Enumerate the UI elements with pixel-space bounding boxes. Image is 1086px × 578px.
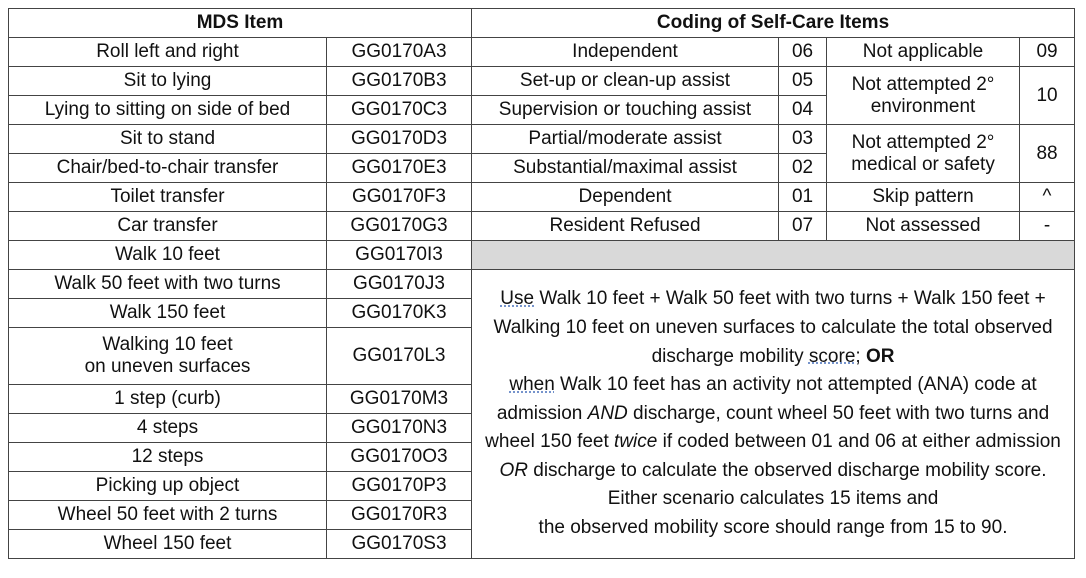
note-use: Use (500, 288, 535, 310)
code-value: 05 (779, 67, 827, 96)
scoring-instructions (472, 270, 1075, 559)
table-row (9, 183, 1075, 212)
mds-item-name: Wheel 50 feet with 2 turns (9, 501, 327, 530)
mds-item-name: Picking up object (9, 472, 327, 501)
code-label: Not assessed (827, 212, 1020, 241)
table-row (9, 270, 1075, 299)
note-twice-italic: twice (614, 431, 658, 453)
mobility-coding-table (8, 8, 1075, 559)
note-summary-line: the observed mobility score should range from 15 to 90. (538, 517, 1008, 539)
mds-item-name: 1 step (curb) (9, 385, 327, 414)
mds-item-code: GG0170I3 (327, 241, 472, 270)
mds-item-name: Roll left and right (9, 38, 327, 67)
mds-item-code: GG0170B3 (327, 67, 472, 96)
mobility-table-container (8, 8, 1074, 572)
code-label: Partial/moderate assist (472, 125, 779, 154)
mds-item-code: GG0170O3 (327, 443, 472, 472)
mds-item-code: GG0170C3 (327, 96, 472, 125)
mds-item-name-line: Walking 10 feet (102, 334, 233, 355)
mds-item-name: Wheel 150 feet (9, 530, 327, 559)
note-text: Walk 10 feet + Walk 50 feet with two turns + Walk 150 feet + Walking 10 feet on uneven surfaces to calculate the total observed discharge mobility (493, 288, 1053, 367)
mds-item-code: GG0170E3 (327, 154, 472, 183)
code-value: - (1020, 212, 1075, 241)
code-label-line: medical or safety (851, 153, 995, 175)
mds-item-name: Walk 150 feet (9, 299, 327, 328)
code-value: ^ (1020, 183, 1075, 212)
code-label: Skip pattern (827, 183, 1020, 212)
mds-item-name: Car transfer (9, 212, 327, 241)
note-text: Walk 10 feet has an activity not attempted (ANA) code at admission (496, 374, 1037, 424)
code-label (827, 67, 1020, 125)
code-value: 88 (1020, 125, 1075, 183)
mds-item-name: Walk 50 feet with two turns (9, 270, 327, 299)
note-text: discharge, count wheel 50 feet with two turns and wheel 150 feet (485, 402, 1050, 453)
note-text: discharge to calculate the observed discharge mobility score. (527, 459, 1047, 481)
mds-item-name: Chair/bed-to-chair transfer (9, 154, 327, 183)
mds-item-code: GG0170N3 (327, 414, 472, 443)
code-label (827, 125, 1020, 183)
mds-item-code: GG0170S3 (327, 530, 472, 559)
mds-item-code: GG0170P3 (327, 472, 472, 501)
note-or-italic: OR (499, 459, 528, 481)
code-label-line: environment (870, 95, 976, 117)
note-text: if coded between 01 and 06 at either admission (657, 431, 1061, 453)
code-label: Independent (472, 38, 779, 67)
code-value: 06 (779, 38, 827, 67)
code-label: Substantial/maximal assist (472, 154, 779, 183)
mds-item-code: GG0170A3 (327, 38, 472, 67)
note-score: score; (808, 345, 861, 367)
code-value: 09 (1020, 38, 1075, 67)
mds-item-name: 4 steps (9, 414, 327, 443)
mds-item-code: GG0170D3 (327, 125, 472, 154)
mds-item-name: Sit to stand (9, 125, 327, 154)
header-row (9, 9, 1075, 38)
code-value: 04 (779, 96, 827, 125)
table-row (9, 125, 1075, 154)
table-row (9, 212, 1075, 241)
code-value: 01 (779, 183, 827, 212)
note-when: when (509, 374, 555, 396)
note-and-italic: AND (587, 402, 628, 424)
mds-item-code: GG0170F3 (327, 183, 472, 212)
mds-item-code: GG0170M3 (327, 385, 472, 414)
code-label: Supervision or touching assist (472, 96, 779, 125)
mds-item-name-line: on uneven surfaces (84, 356, 251, 377)
code-label: Not applicable (827, 38, 1020, 67)
table-row (9, 67, 1075, 96)
code-value: 02 (779, 154, 827, 183)
code-value: 07 (779, 212, 827, 241)
note-or-bold: OR (865, 345, 895, 367)
code-label-line: Not attempted 2° (851, 131, 995, 153)
mds-item-name: 12 steps (9, 443, 327, 472)
mds-item-code: GG0170G3 (327, 212, 472, 241)
shaded-separator (472, 241, 1075, 270)
mds-item-code: GG0170L3 (327, 328, 472, 385)
code-label: Dependent (472, 183, 779, 212)
mds-item-header: MDS Item (9, 9, 472, 38)
code-value: 03 (779, 125, 827, 154)
mds-item-name: Walk 10 feet (9, 241, 327, 270)
mds-item-code: GG0170K3 (327, 299, 472, 328)
code-label: Resident Refused (472, 212, 779, 241)
mds-item-name (9, 328, 327, 385)
table-row (9, 241, 1075, 270)
mds-item-code: GG0170J3 (327, 270, 472, 299)
note-summary-line: Either scenario calculates 15 items and (607, 488, 939, 510)
mds-item-name: Toilet transfer (9, 183, 327, 212)
coding-header: Coding of Self-Care Items (472, 9, 1075, 38)
code-label-line: Not attempted 2° (851, 73, 995, 95)
table-row (9, 38, 1075, 67)
mds-item-name: Sit to lying (9, 67, 327, 96)
mds-item-name: Lying to sitting on side of bed (9, 96, 327, 125)
mds-item-code: GG0170R3 (327, 501, 472, 530)
code-label: Set-up or clean-up assist (472, 67, 779, 96)
code-value: 10 (1020, 67, 1075, 125)
